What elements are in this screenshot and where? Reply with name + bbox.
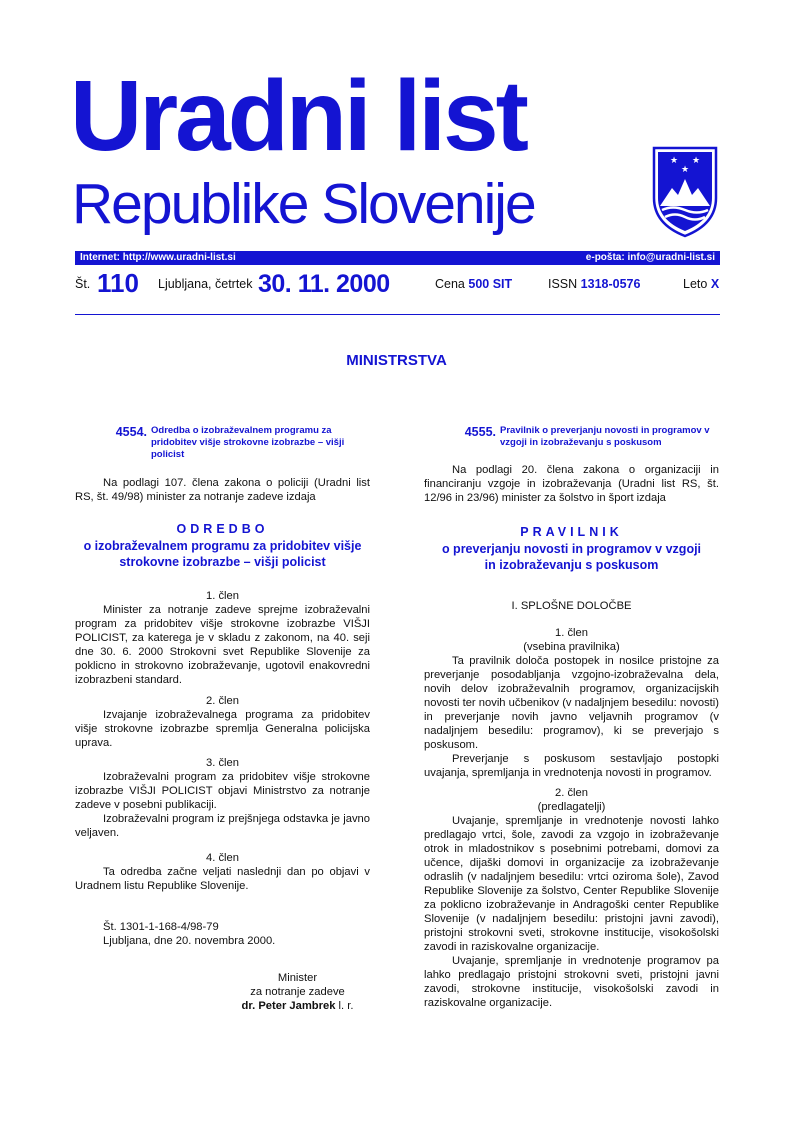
intro: Na podlagi 107. člena zakona o policiji (Uradni list RS, št. 49/98) minister za notranje zadeve izdaja: [75, 477, 370, 503]
decree-heading: ODREDBO o izobraževalnem programu za pridobitev višje strokovne izobrazbe – višji policist: [83, 522, 362, 569]
document-header-4555: [424, 425, 715, 449]
section-title: MINISTRSTVA: [346, 352, 447, 369]
svg-text:★: ★: [680, 164, 690, 174]
contact-bar: [75, 251, 720, 265]
masthead-subtitle: Republike Slovenije: [72, 172, 535, 236]
year-info: Leto X: [683, 277, 720, 291]
header-rule: [75, 314, 720, 315]
price-info: Cena 500 SIT: [435, 277, 513, 291]
document-title[interactable]: Odredba o izobraževalnem programu za pridobitev višje strokovne izobrazbe – višji policist: [151, 425, 345, 460]
signature: Minister za notranje zadeve dr. Peter Jambrek l. r.: [241, 972, 354, 1012]
masthead-title: Uradni list: [70, 60, 526, 172]
article-3: 3. člen Izobraževalni program za pridobitev višje strokovne izobrazbe VIŠJI POLICIST objavi Ministrstvo za notranje zadeve v posebni publikaciji. Izobraževalni program iz prejšnjega odstavka je javno veljaven.: [75, 757, 370, 839]
article-1: 1. člen (vsebina pravilnika) Ta pravilnik določa postopek in nosilce pristojne za preverjanje posodabljanja vzgojno-izobraževalna dela, novih delov izobraževalnih programov, organizacijskih novosti ter novih učbenikov (v nadaljnjem besedilu: novosti) in preverjanje novih javno veljavnih programov (v nadaljnjem besedilu: programov), ki se preverjajo s poskusom. Preverjanje s poskusom sestavljajo postopki uvajanja, spremljanja in vrednotenja novosti in programov.: [424, 627, 719, 779]
chapter-heading: I. SPLOŠNE DOLOČBE: [511, 600, 632, 612]
document-number: 4554.: [115, 425, 147, 439]
article-2: 2. člen (predlagatelji) Uvajanje, spremljanje in vrednotenje novosti lahko predlagajo vrtci, šole, zavodi za vzgojo in izobraževanje otrok in mladostnikov s posebnimi potrebami, domovi za učence, dijaški domovi in organizacije za izobraževanje odraslih (v nadaljnjem besedilu: vrtci oziroma šole), Zavod Republike Slovenije za šolstvo, Center Republike Slovenije za poklicno izobraževanje in Andragoški center Republike Slovenije (v nadaljnjem besedilu: pristojni javni zavodi), pristojni strokovni sveti, strokovne institucije, visokošolski zavodi in raziskovalne organizacije. Uvajanje, spremljanje in vrednotenje programov pa lahko predlagajo pristojni strokovni sveti, pristojni javni zavodi, strokovne institucije, visokošolski zavodi in raziskovalne organizacije.: [424, 787, 719, 1009]
reference: Št. 1301-1-168-4/98-79 Ljubljana, dne 20. novembra 2000.: [103, 921, 276, 947]
document-header-4554: [75, 425, 361, 461]
document-number: 4555.: [464, 425, 496, 439]
issue-label: Št.: [75, 277, 91, 291]
svg-text:★: ★: [691, 155, 701, 165]
email-link[interactable]: e-pošta: info@uradni-list.si: [585, 252, 715, 263]
place-day: Ljubljana, četrtek: [158, 277, 253, 291]
svg-text:★: ★: [669, 155, 679, 165]
article-2: 2. člen Izvajanje izobraževalnega programa za pridobitev višje strokovne izobrazbe spremlja Generalna policijska uprava.: [75, 695, 370, 749]
issue-number: 110: [97, 268, 139, 298]
coat-of-arms-icon: [650, 146, 720, 238]
article-4: 4. člen Ta odredba začne veljati naslednji dan po objavi v Uradnem listu Republike Slovenije.: [75, 852, 370, 892]
signer-name: dr. Peter Jambrek: [241, 1000, 336, 1012]
issue-date: 30. 11. 2000: [258, 270, 390, 298]
internet-link[interactable]: Internet: http://www.uradni-list.si: [80, 252, 236, 263]
rulebook-heading: PRAVILNIK o preverjanju novosti in programov v vzgoji in izobraževanju s poskusom: [441, 525, 702, 572]
intro: Na podlagi 20. člena zakona o organizaciji in financiranju vzgoje in izobraževanja (Uradni list RS, št. 12/96 in 23/96) minister za šolstvo in šport izdaja: [424, 464, 719, 504]
document-title[interactable]: Pravilnik o preverjanju novosti in programov v vzgoji in izobraževanju s poskusom: [500, 425, 710, 448]
issn-info: ISSN 1318-0576: [548, 277, 641, 291]
article-1: 1. člen Minister za notranje zadeve sprejme izobraževalni program za pridobitev višje strokovne izobrazbe VIŠJI POLICIST, za katerega je v skladu z zakonom, na 40. seji dne 30. 6. 2000 Strokovni svet Republike Slovenije za poklicno in strokovno izobraževanje, ugotovil enakovredni izobrazbeni standard.: [75, 590, 370, 686]
